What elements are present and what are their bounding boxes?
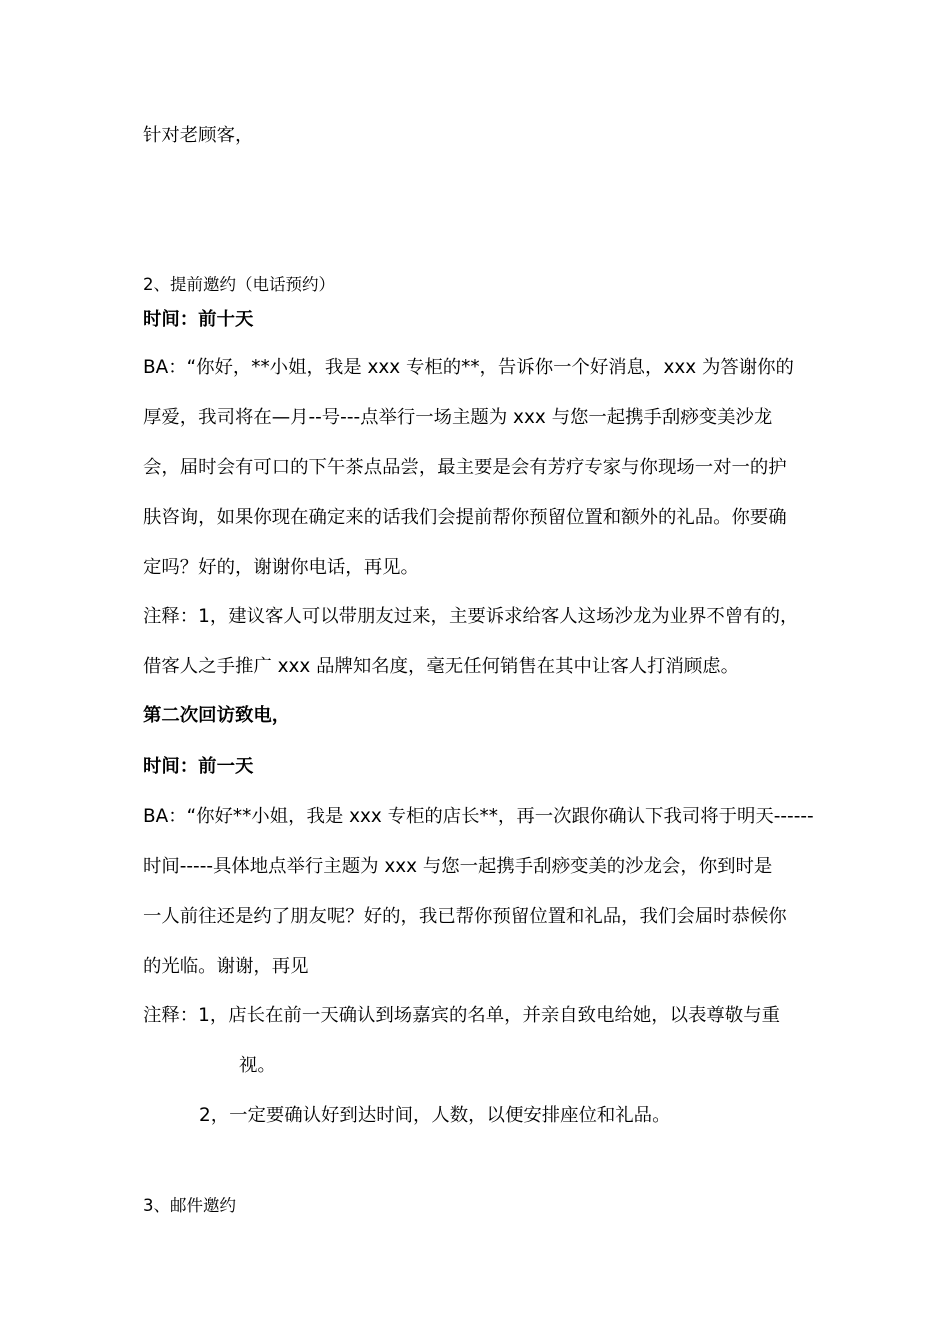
script-line-5: 定吗？好的，谢谢你电话，再见。	[143, 557, 419, 578]
script-text: 厚爱，我司将在—月--号---点举行一场主题为 xxx	[143, 407, 552, 428]
section-heading-email-invite: 3、邮件邀约	[143, 1196, 236, 1215]
script2-line-2	[143, 855, 772, 879]
note2-line-1: 注释：1，店长在前一天确认到场嘉宾的名单，并亲自致电给她，以表尊敬与重	[143, 1005, 780, 1026]
note2-line-1-cont: 视。	[239, 1055, 276, 1076]
note-line-1: 注释：1，建议客人可以带朋友过来，主要诉求给客人这场沙龙为业界不曾有的，	[143, 606, 799, 627]
section-heading-phone-invite: 2、提前邀约（电话预约）	[143, 275, 335, 294]
script-text: 时间-----具体地点举行主题为 xxx	[143, 856, 423, 877]
script-line-2	[143, 406, 772, 430]
script-text: BA：“你好，**小姐，我是 xxx 专柜的**，告诉你一个好消息，xxx 为答谢你的	[143, 357, 794, 378]
second-call-heading: 第二次回访致电，	[143, 705, 291, 726]
script-text: 沙龙	[735, 407, 773, 428]
script2-line-3: 一人前往还是约了朋友呢？好的，我已帮你预留位置和礼品，我们会届时恭候你	[143, 906, 787, 927]
intro-line: 针对老顾客，	[143, 125, 254, 146]
time-label-one-day: 时间：前一天	[143, 756, 254, 777]
time-label-ten-days: 时间：前十天	[143, 309, 254, 330]
theme-name: 与您一起携手刮痧变美	[551, 407, 736, 428]
script2-line-4: 的光临。谢谢，再见	[143, 956, 309, 977]
theme-name: 与您一起携手刮痧变美	[422, 856, 607, 877]
note-line-2: 借客人之手推广 xxx 品牌知名度，毫无任何销售在其中让客人打消顾虑。	[143, 656, 740, 677]
script-line-4: 肤咨询，如果你现在确定来的话我们会提前帮你预留位置和额外的礼品。你要确	[143, 507, 787, 528]
script-line-1	[143, 356, 794, 380]
script-text: 的沙龙会，你到时是	[606, 856, 773, 877]
script-line-3: 会，届时会有可口的下午茶点品尝，最主要是会有芳疗专家与你现场一对一的护	[143, 457, 787, 478]
script2-line-1: BA：“你好**小姐，我是 xxx 专柜的店长**，再一次跟你确认下我司将于明天------	[143, 806, 814, 827]
note2-line-2: 2，一定要确认好到达时间，人数，以便安排座位和礼品。	[199, 1105, 671, 1126]
